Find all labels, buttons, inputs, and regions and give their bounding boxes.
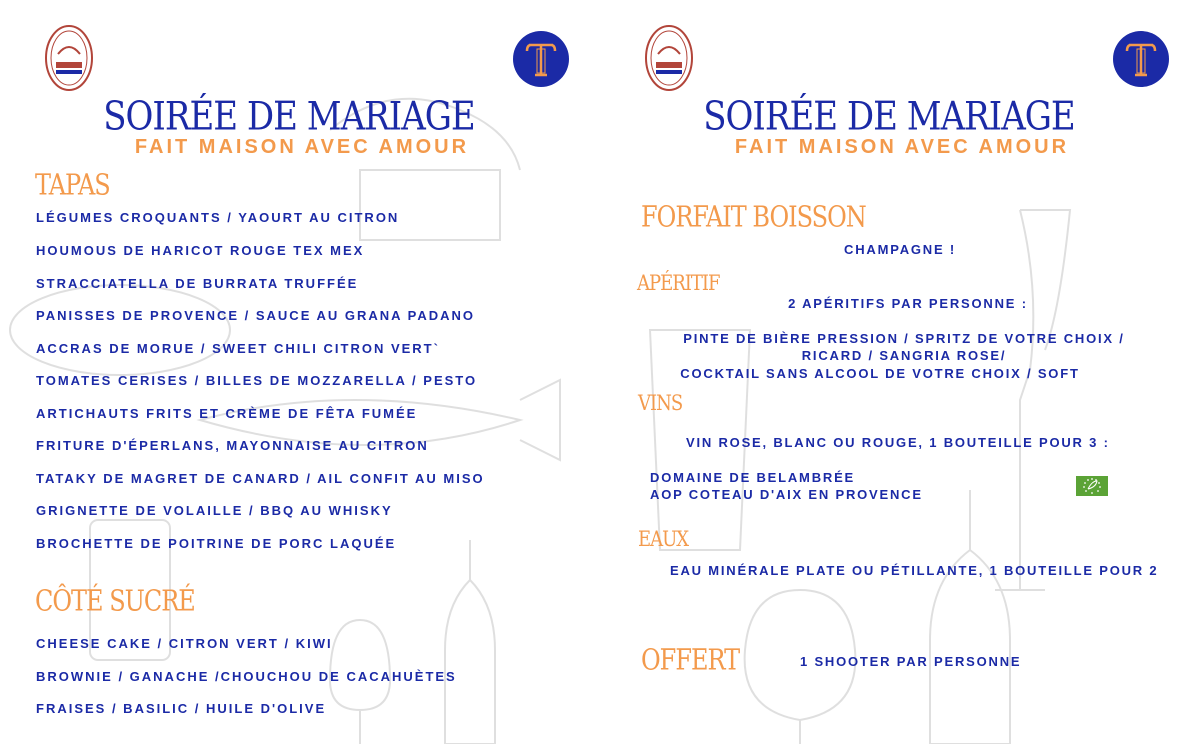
aperitif-line: RICARD / SANGRIA ROSE/ — [801, 348, 1007, 363]
page-subtitle: FAIT MAISON AVEC AMOUR — [134, 136, 470, 158]
page-subtitle: FAIT MAISON AVEC AMOUR — [734, 136, 1070, 158]
menu-item: GRIGNETTE DE VOLAILLE / BBQ AU WHISKY — [36, 503, 393, 518]
eaux-text: EAU MINÉRALE PLATE OU PÉTILLANTE, 1 BOUTEILLE POUR 2 — [670, 563, 1159, 578]
college-culinaire-seal-icon — [644, 24, 694, 92]
menu-item: TOMATES CERISES / BILLES DE MOZZARELLA / PESTO — [36, 373, 478, 388]
menu-item: FRAISES / BASILIC / HUILE D'OLIVE — [36, 701, 327, 716]
aperitif-line: COCKTAIL SANS ALCOOL DE VOTRE CHOIX / SOFT — [680, 366, 1080, 381]
menu-item: HOUMOUS DE HARICOT ROUGE TEX MEX — [36, 243, 365, 258]
vins-intro: VIN ROSE, BLANC OU ROUGE, 1 BOUTEILLE POUR 3 : — [686, 435, 1110, 450]
menu-item: PANISSES DE PROVENCE / SAUCE AU GRANA PADANO — [36, 308, 476, 323]
college-culinaire-seal-icon — [44, 24, 94, 92]
menu-page-right — [600, 0, 1200, 744]
menu-item: TATAKY DE MAGRET DE CANARD / AIL CONFIT AU MISO — [36, 471, 485, 486]
aperitif-line: PINTE DE BIÈRE PRESSION / SPRITZ DE VOTRE CHOIX / — [683, 331, 1125, 346]
menu-item: ARTICHAUTS FRITS ET CRÈME DE FÊTA FUMÉE — [36, 406, 418, 421]
section-title-cote-sucre: CÔTÉ SUCRÉ — [35, 584, 195, 618]
offert-text: 1 SHOOTER PAR PERSONNE — [800, 654, 1022, 669]
t-monogram-logo-icon — [1113, 31, 1169, 87]
page-title: SOIRÉE DE MARIAGE — [103, 94, 475, 140]
eu-organic-leaf-icon — [1076, 476, 1108, 496]
domaine-name: DOMAINE DE BELAMBRÉE — [650, 470, 856, 485]
champagne-text: CHAMPAGNE ! — [844, 242, 956, 257]
aperitif-intro: 2 APÉRITIFS PAR PERSONNE : — [788, 296, 1028, 311]
menu-item: LÉGUMES CROQUANTS / YAOURT AU CITRON — [36, 210, 400, 225]
section-title-aperitif: APÉRITIF — [637, 271, 720, 297]
menu-item: BROCHETTE DE POITRINE DE PORC LAQUÉE — [36, 536, 397, 551]
section-title-forfait-boisson: FORFAIT BOISSON — [641, 200, 866, 234]
menu-item: BROWNIE / GANACHE /CHOUCHOU DE CACAHUÈTES — [36, 669, 457, 684]
section-title-tapas: TAPAS — [35, 168, 110, 202]
section-title-eaux: EAUX — [638, 527, 689, 553]
section-title-vins: VINS — [638, 391, 683, 417]
menu-item: ACCRAS DE MORUE / SWEET CHILI CITRON VERT` — [36, 341, 440, 356]
page-title: SOIRÉE DE MARIAGE — [703, 94, 1075, 140]
menu-item: STRACCIATELLA DE BURRATA TRUFFÉE — [36, 276, 359, 291]
section-title-offert: OFFERT — [641, 643, 740, 677]
t-monogram-logo-icon — [513, 31, 569, 87]
menu-item: FRITURE D'ÉPERLANS, MAYONNAISE AU CITRON — [36, 438, 429, 453]
menu-item: CHEESE CAKE / CITRON VERT / KIWI — [36, 636, 333, 651]
aop-name: AOP COTEAU D'AIX EN PROVENCE — [650, 487, 923, 502]
